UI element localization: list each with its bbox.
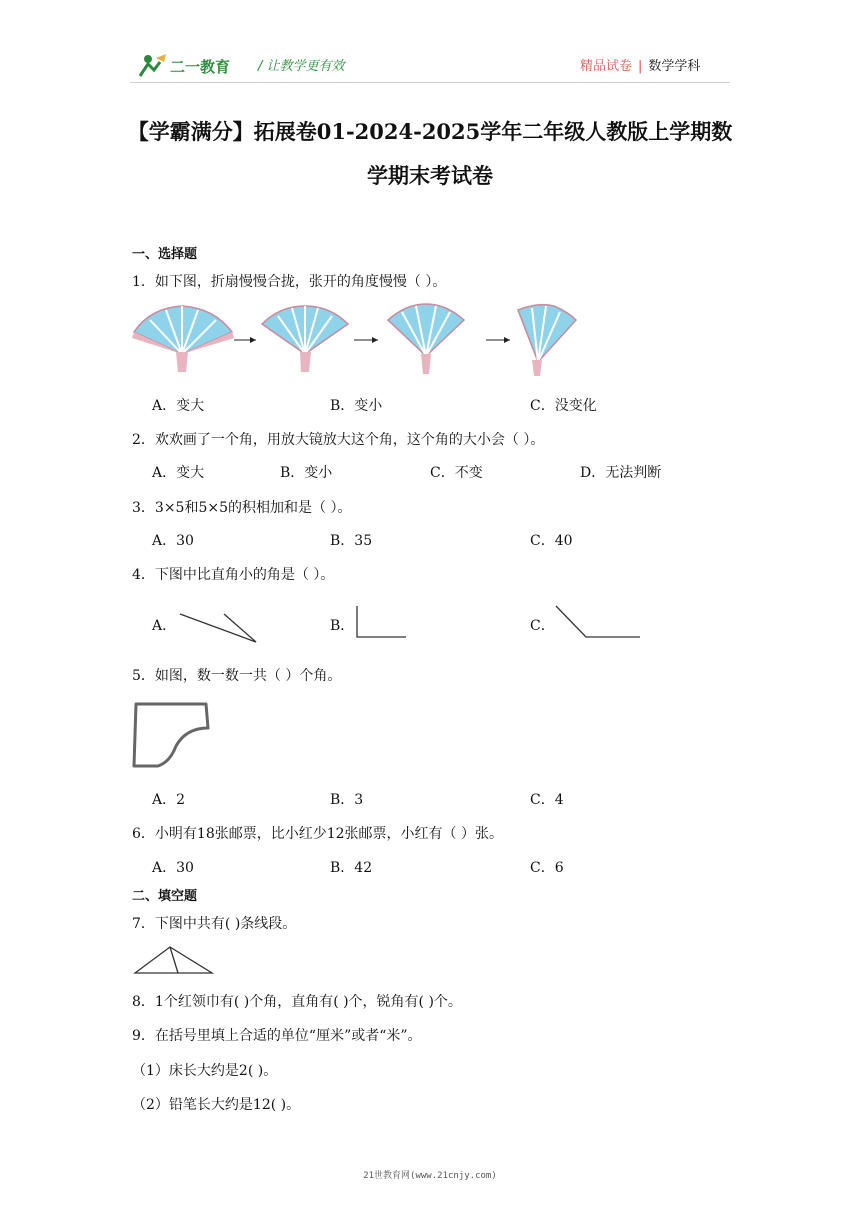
q1-option-a: A．变大 (152, 398, 205, 414)
question-8-stem: 8．1个红领巾有( )个角，直角有( )个，锐角有( )个。 (132, 994, 462, 1010)
q3-option-a: A．30 (152, 533, 194, 549)
q4-option-a: A． (152, 618, 177, 634)
q2-option-c: C．不变 (430, 465, 483, 481)
question-4-stem: 4．下图中比直角小的角是（ ）。 (132, 567, 335, 583)
question-9-stem: 9．在括号里填上合适的单位“厘米”或者“米”。 (132, 1028, 422, 1044)
q4-option-b: B． (330, 618, 355, 634)
q6-option-a: A．30 (152, 860, 194, 876)
fan-2-icon (262, 306, 348, 372)
right-angle-figure (354, 604, 410, 640)
q3-option-c: C．40 (530, 533, 573, 549)
question-3-stem: 3．3×5和5×5的积相加和是（ ）。 (132, 500, 352, 516)
q1-option-c: C．没变化 (530, 398, 597, 414)
angle-count-shape-figure (130, 700, 214, 772)
question-9-part-2: （2）铅笔长大约是12( )。 (132, 1097, 301, 1113)
page-title-line2: 学期末考试卷 (367, 163, 493, 188)
brand-logo (136, 50, 244, 80)
q2-option-a: A．变大 (152, 465, 205, 481)
svg-text:二一教育: 二一教育 (170, 58, 231, 76)
q5-option-b: B．3 (330, 792, 364, 808)
question-9-part-1: （1）床长大约是2( )。 (132, 1063, 278, 1079)
q3-option-b: B．35 (330, 533, 373, 549)
fan-4-icon (518, 305, 576, 376)
question-5-stem: 5．如图，数一数一共（ ）个角。 (132, 668, 342, 684)
question-2-stem: 2．欢欢画了一个角，用放大镜放大这个角，这个角的大小会（ ）。 (132, 432, 545, 448)
header-rule (130, 82, 730, 83)
q4-option-c: C． (530, 618, 555, 634)
q2-option-d: D．无法判断 (580, 465, 662, 481)
q1-option-b: B．变小 (330, 398, 383, 414)
header-divider: | (638, 59, 643, 74)
q2-option-b: B．变小 (280, 465, 333, 481)
page-footer: 21世教育网(www.21cnjy.com) (363, 1171, 497, 1181)
q5-option-c: C．4 (530, 792, 564, 808)
tag-premium: 精品试卷 (580, 59, 633, 74)
tag-subject: 数学学科 (648, 59, 701, 74)
header-slogan: / 让教学更有效 (258, 59, 345, 74)
fan-1-icon (132, 306, 234, 372)
question-7-stem: 7．下图中共有( )条线段。 (132, 916, 297, 932)
question-1-stem: 1．如下图，折扇慢慢合拢，张开的角度慢慢（ ）。 (132, 274, 447, 290)
q6-option-b: B．42 (330, 860, 373, 876)
header-tags (580, 55, 700, 74)
fan-sequence-figure (130, 302, 590, 378)
section-heading-choice: 一、选择题 (132, 247, 198, 262)
obtuse-angle-figure (554, 604, 644, 640)
section-heading-fill: 二、填空题 (132, 889, 198, 904)
page-title-line1: 【学霸满分】拓展卷01-2024-2025学年二年级人教版上学期数 (127, 119, 733, 144)
q5-option-a: A．2 (152, 792, 186, 808)
triangle-segments-figure (132, 944, 216, 976)
fan-3-icon (388, 304, 464, 374)
q6-option-c: C．6 (530, 860, 564, 876)
question-6-stem: 6．小明有18张邮票，比小红少12张邮票，小红有（ ）张。 (132, 826, 503, 842)
acute-angle-figure (178, 612, 260, 646)
